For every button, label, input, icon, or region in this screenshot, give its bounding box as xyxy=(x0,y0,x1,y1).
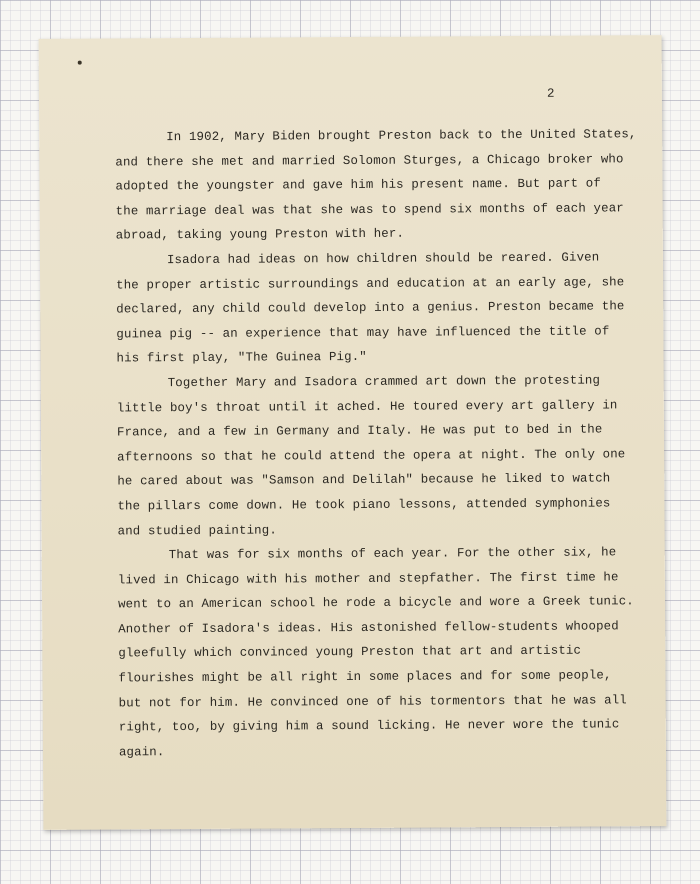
text-line: but not for him. He convinced one of his tormentors that he was all xyxy=(118,692,627,711)
text-line: That was for six months of each year. For the other six, he xyxy=(168,545,617,563)
text-line: abroad, taking young Preston with her. xyxy=(115,227,405,243)
text-line: flourishes might be all right in some places and for some people, xyxy=(118,668,612,686)
text-line: the marriage deal was that she was to spend six months of each year xyxy=(115,201,624,219)
text-line: he cared about was "Samson and Delilah" because he liked to watch xyxy=(117,471,611,489)
text-line: declared, any child could develop into a genius. Preston became the xyxy=(116,299,625,317)
page-number: 2 xyxy=(546,86,555,101)
text-line: and there she met and married Solomon Sturges, a Chicago broker who xyxy=(115,151,624,170)
typewritten-page xyxy=(39,35,667,830)
text-line: the pillars come down. He took piano lessons, attended symphonies xyxy=(117,496,611,514)
text-line: right, too, by giving him a sound licking. He never wore the tunic xyxy=(118,717,620,735)
text-line: again. xyxy=(118,744,165,760)
text-line: France, and a few in Germany and Italy. He was put to bed in the xyxy=(116,422,603,440)
text-line: gleefully which convinced young Preston that art and artistic xyxy=(118,644,582,661)
text-line: went to an American school he rode a bicycle and wore a Greek tunic. xyxy=(118,594,634,612)
text-line: In 1902, Mary Biden brought Preston back to the United States, xyxy=(166,127,637,145)
text-line: the proper artistic surroundings and education at an early age, she xyxy=(116,274,625,293)
text-line: guinea pig -- an experience that may have influenced the title of xyxy=(116,324,610,342)
text-line: adopted the youngster and gave him his present name. But part of xyxy=(115,176,602,194)
text-line: Another of Isadora's ideas. His astonished fellow-students whooped xyxy=(118,619,619,637)
text-line: and studied painting. xyxy=(117,522,277,538)
pin-hole-mark xyxy=(78,61,82,65)
text-line: little boy's throat until it ached. He toured every art gallery in xyxy=(116,397,618,415)
text-line: Isadora had ideas on how children should be reared. Given xyxy=(166,250,600,268)
text-line: lived in Chicago with his mother and stepfather. The first time he xyxy=(117,570,619,588)
text-line: his first play, "The Guinea Pig." xyxy=(116,350,367,366)
body-text xyxy=(115,122,637,764)
text-line: afternoons so that he could attend the opera at night. The only one xyxy=(117,447,626,465)
text-line: Together Mary and Isadora crammed art down the protesting xyxy=(167,373,601,391)
